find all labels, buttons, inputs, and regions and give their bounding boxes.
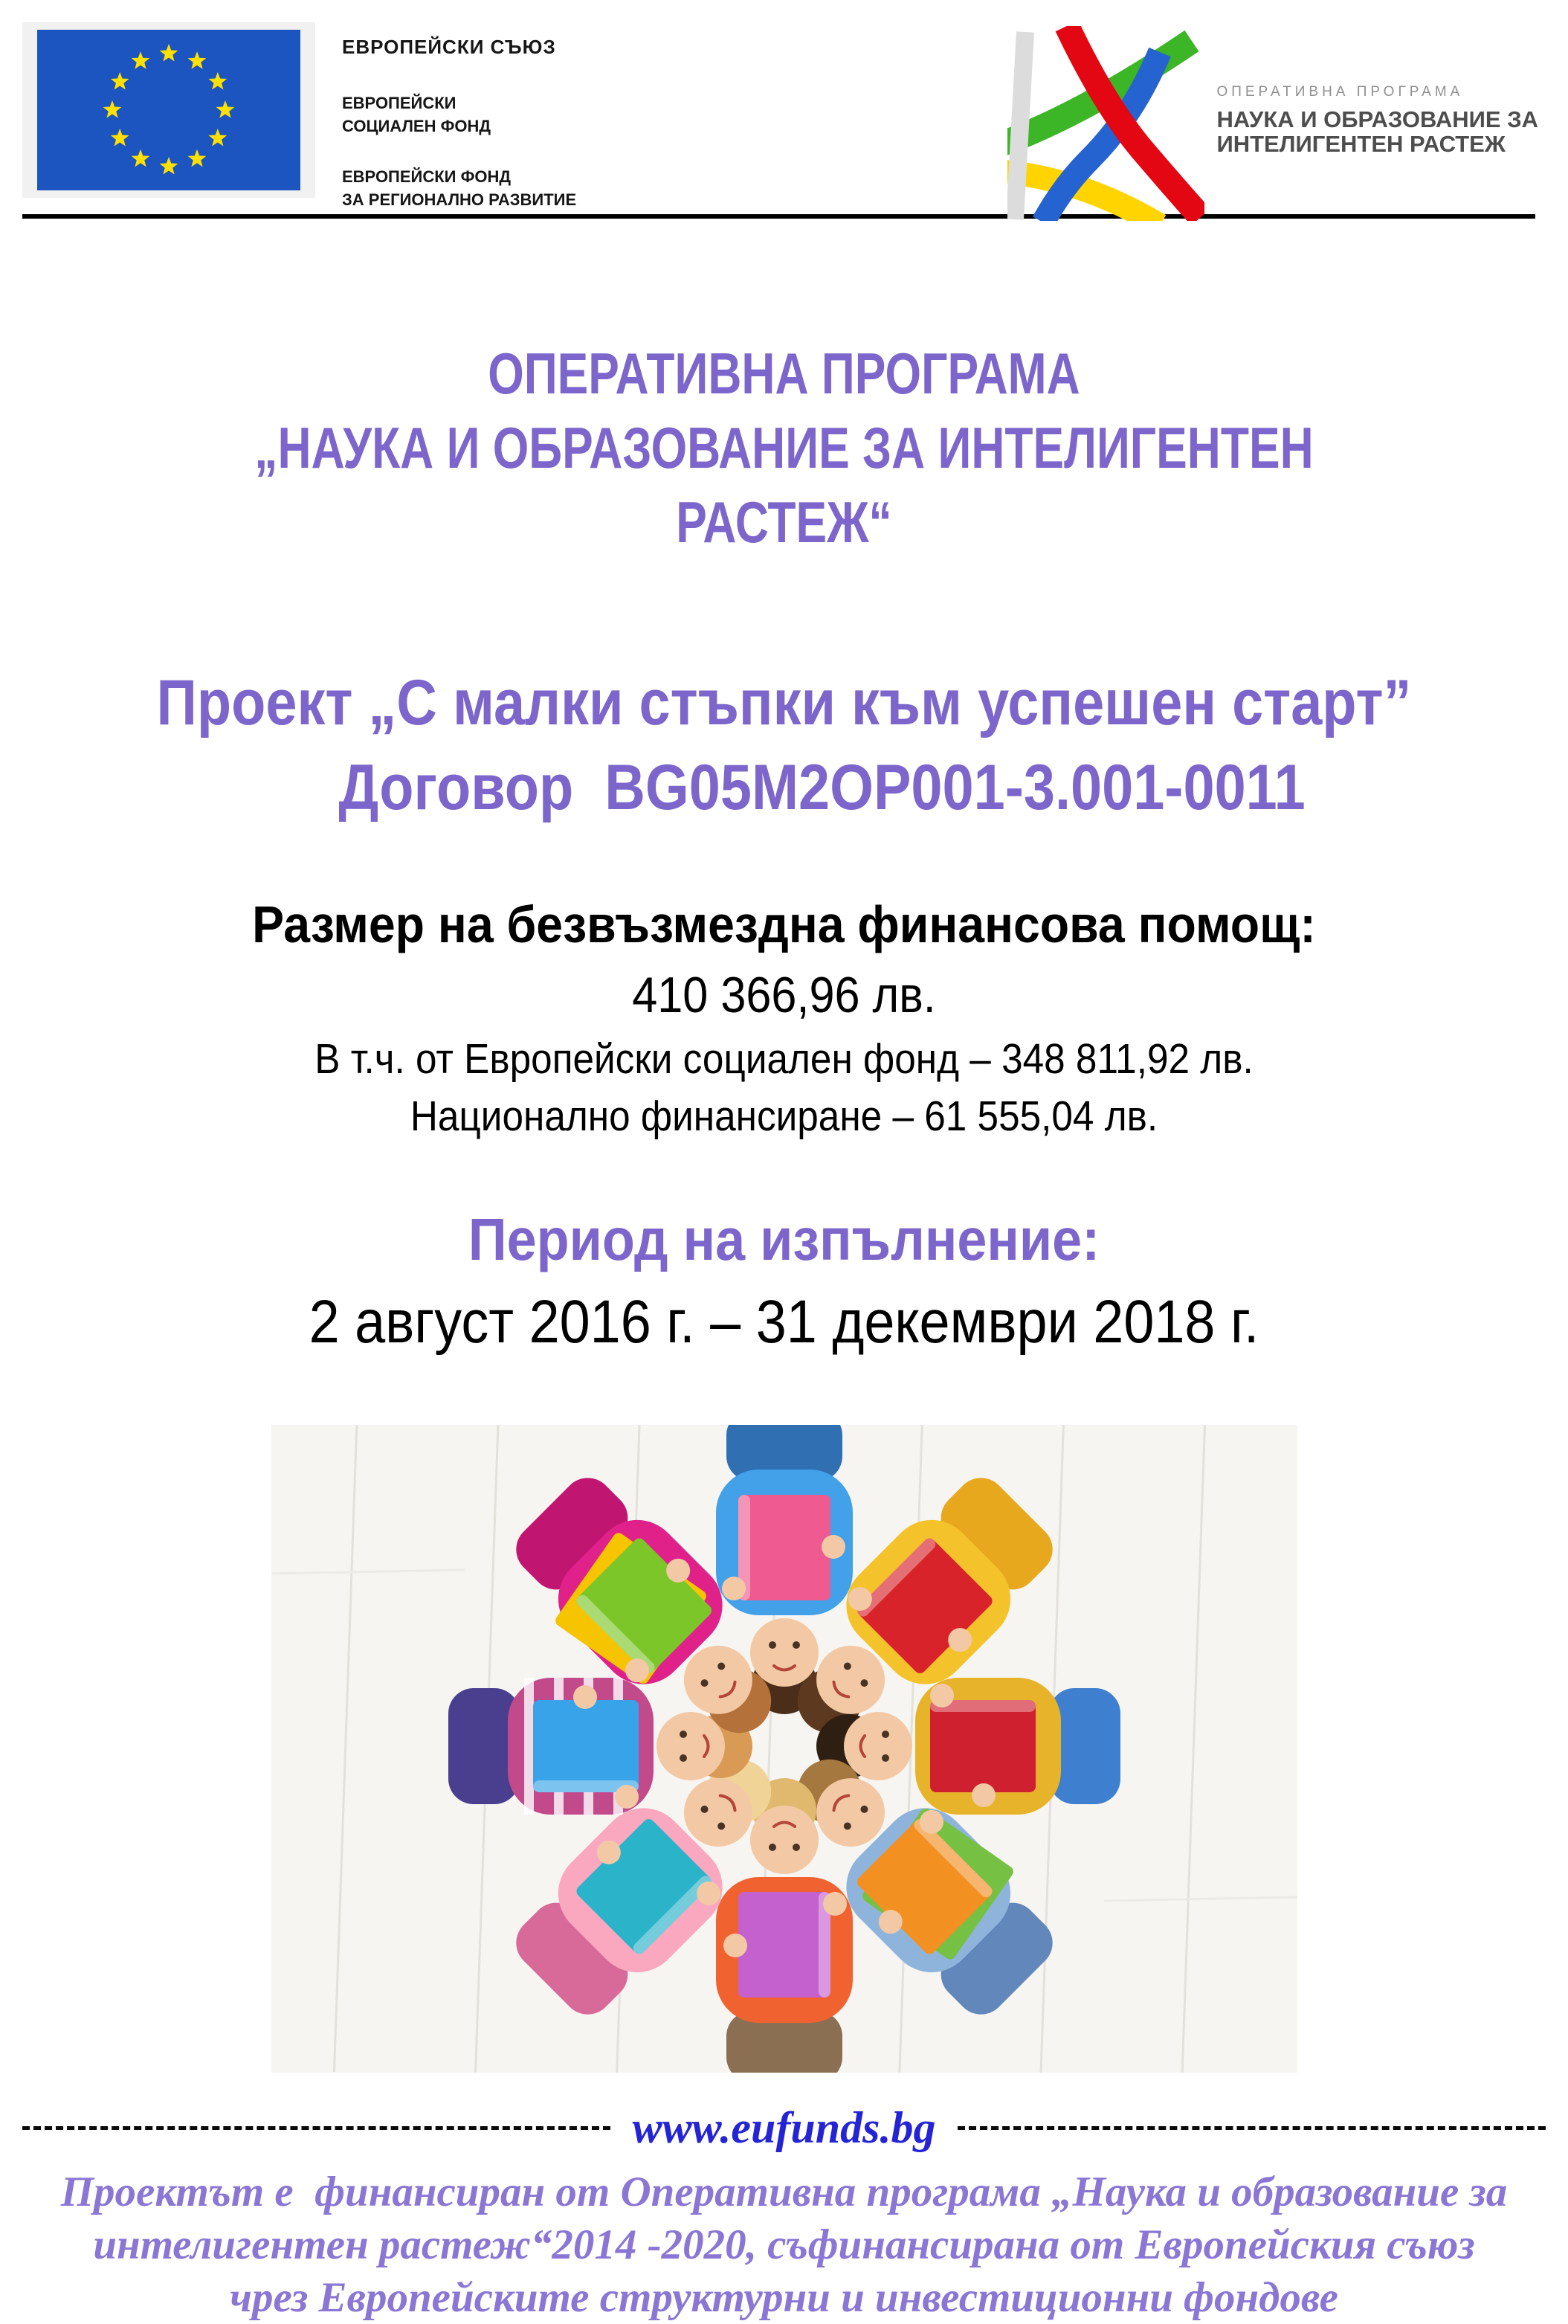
program-title-line1: ОПЕРАТИВНА ПРОГРАМА: [488, 341, 1080, 406]
contract-number: Договор BG05M2OP001-3.001-0011: [338, 752, 1306, 823]
eu-social-fund-label: ЕВРОПЕЙСКИ СОЦИАЛЕН ФОНД: [342, 94, 491, 135]
footer-funding-text: [0, 2166, 1568, 2324]
footer-line3: чрез Европейските структурни и инвестиционни фондове: [230, 2274, 1338, 2321]
eu-flag-icon: [22, 22, 315, 198]
eufunds-link[interactable]: www.eufunds.bg: [632, 2103, 936, 2152]
project-title-line: Проект „С малки стъпки към успешен старт”: [156, 667, 1412, 738]
grant-heading: Размер на безвъзмездна финансова помощ:: [252, 895, 1316, 953]
eu-regional-fund-label: ЕВРОПЕЙСКИ ФОНД ЗА РЕГИОНАЛНО РАЗВИТИЕ: [342, 167, 577, 209]
grant-section: [0, 889, 1568, 1145]
grant-national-line: Национално финансиране – 61 555,04 лв.: [410, 1092, 1158, 1140]
op-ribbons-icon: [1007, 26, 1204, 221]
footer-line2: интелигентен растеж“2014 -2020, съфинансирана от Европейския съюз: [93, 2221, 1475, 2268]
period-value: 2 август 2016 г. – 31 декември 2018 г.: [309, 1288, 1259, 1356]
children-photo: [271, 1425, 1297, 2073]
op-logo-line2: ИНТЕЛИГЕНТЕН РАСТЕЖ: [1216, 131, 1506, 157]
program-title: [0, 336, 1568, 559]
grant-amount: 410 366,96 лв.: [632, 967, 936, 1023]
op-logo-eyebrow: ОПЕРАТИВНА ПРОГРАМА: [1216, 84, 1464, 100]
grant-esf-line: В т.ч. от Европейски социален фонд – 348 811,92 лв.: [314, 1035, 1254, 1083]
eu-flag-svg: [37, 30, 300, 190]
op-logo-text: [1216, 26, 1538, 221]
eu-logo-text: [342, 22, 576, 211]
footer-line1: Проектът е финансиран от Оперативна програма „Наука и образование за: [60, 2169, 1508, 2215]
op-logo-block: [1007, 26, 1538, 221]
eu-logo-block: [22, 22, 576, 211]
period-section: [0, 1199, 1568, 1364]
separator-dash-right: [958, 2126, 1546, 2130]
program-title-line2: „НАУКА И ОБРАЗОВАНИЕ ЗА ИНТЕЛИГЕНТЕН РАСТЕЖ“: [254, 415, 1327, 555]
separator-dash-left: [22, 2126, 610, 2130]
op-logo-line1: НАУКА И ОБРАЗОВАНИЕ ЗА: [1216, 106, 1538, 132]
project-title: [0, 660, 1568, 830]
header: [0, 0, 1568, 209]
eu-logo-title: ЕВРОПЕЙСКИ СЪЮЗ: [342, 36, 556, 58]
footer-separator: [22, 2102, 1546, 2154]
period-heading: Период на изпълнение:: [468, 1206, 1100, 1272]
